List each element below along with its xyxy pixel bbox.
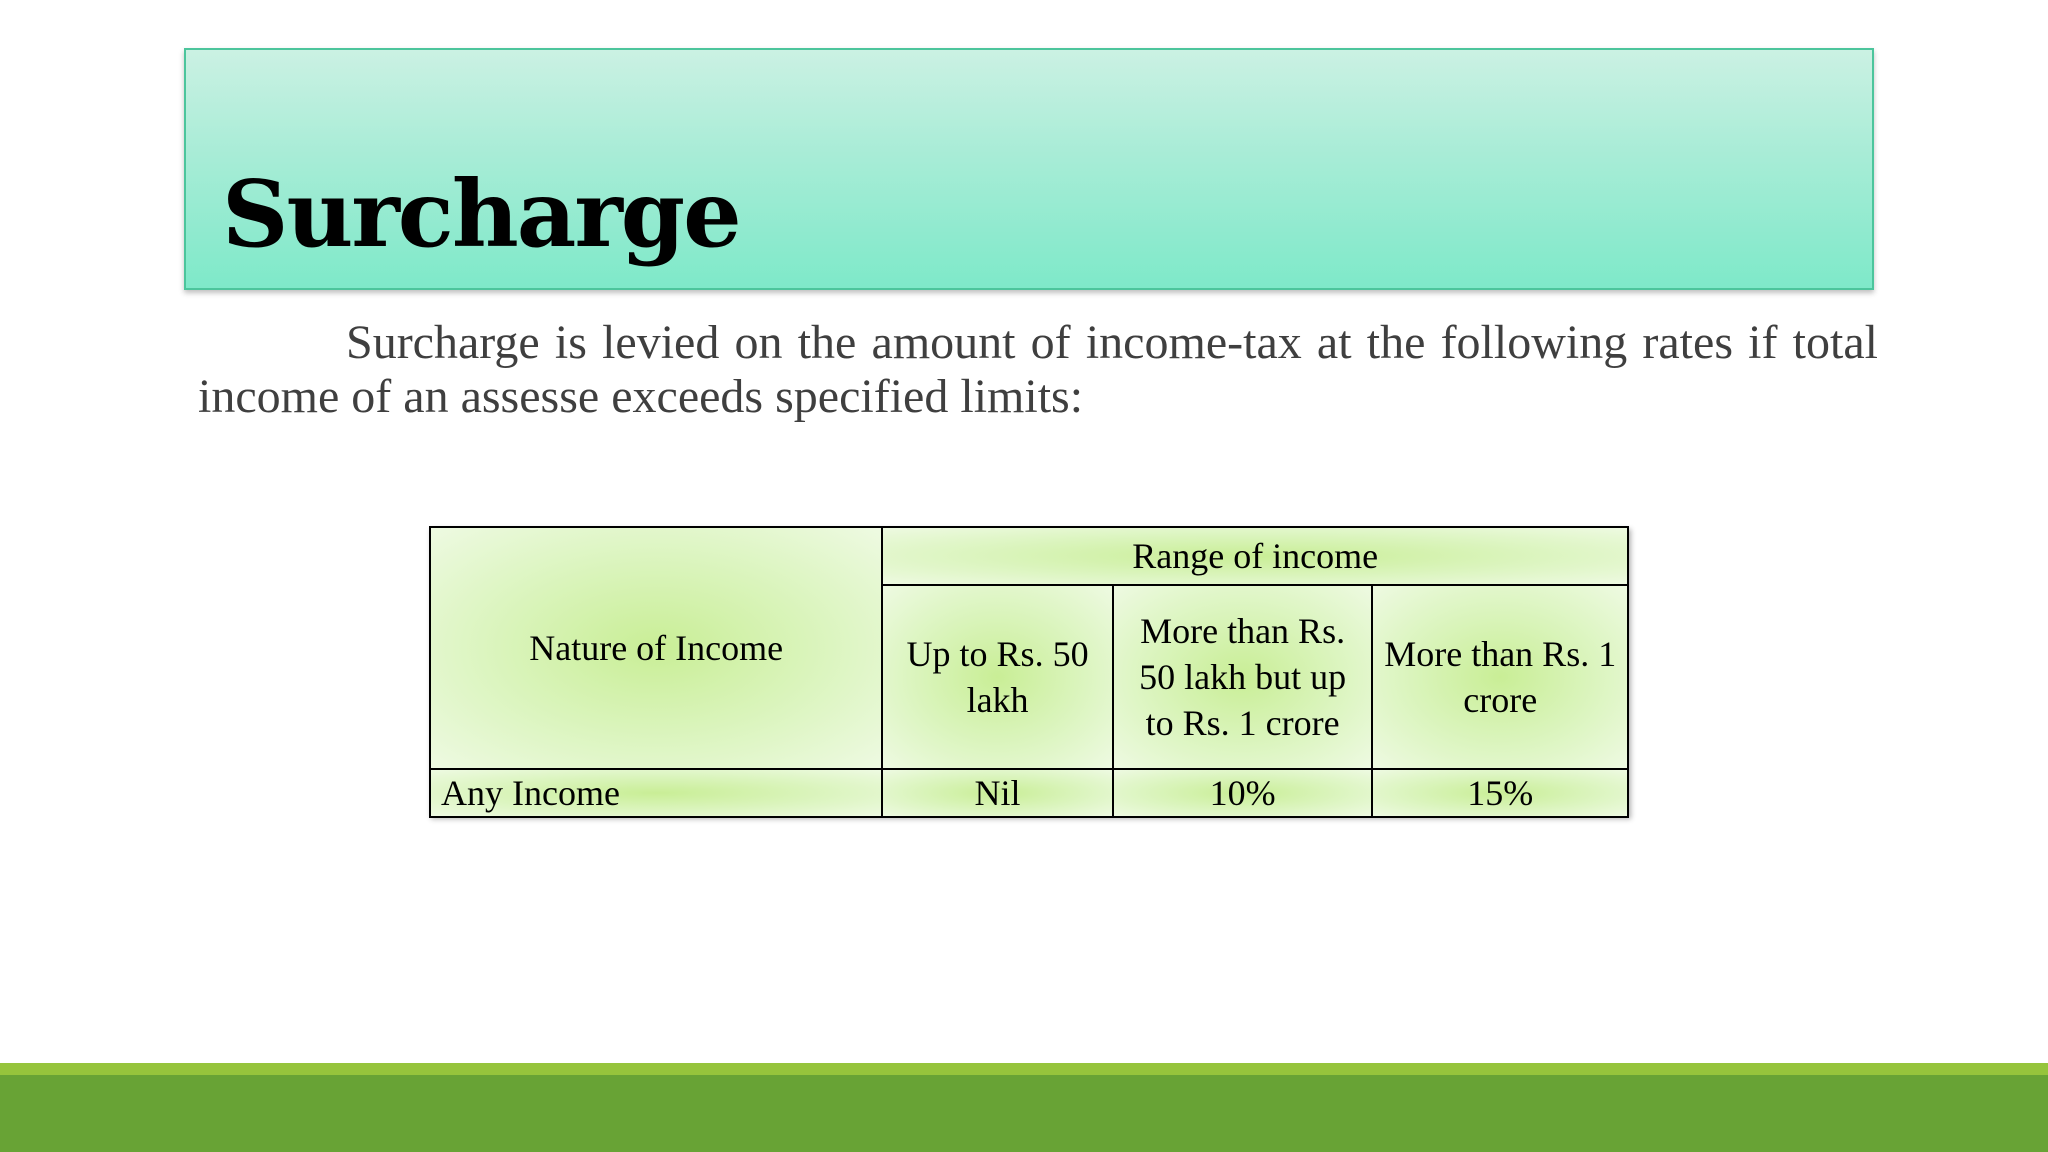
header-range-50-lakh-to-1-crore: More than Rs. 50 lakh but up to Rs. 1 crore: [1113, 585, 1373, 769]
header-range-up-to-50-lakh: Up to Rs. 50 lakh: [882, 585, 1112, 769]
surcharge-table-container: [429, 526, 1629, 816]
surcharge-table: [429, 526, 1629, 818]
cell-nature: Any Income: [430, 769, 882, 817]
intro-paragraph: Surcharge is levied on the amount of income-tax at the following rates if total income of an assesse exceeds specified limits:: [198, 316, 1878, 423]
cell-range-above-1-crore: 15%: [1372, 769, 1628, 817]
table-row: [430, 769, 1628, 817]
cell-range-50-lakh-to-1-crore: 10%: [1113, 769, 1373, 817]
footer-bar: [0, 1075, 2048, 1152]
header-nature-of-income: Nature of Income: [430, 527, 882, 769]
table-header-row-1: [430, 527, 1628, 585]
footer-accent-bar: [0, 1063, 2048, 1075]
cell-range-up-to-50-lakh: Nil: [882, 769, 1112, 817]
header-range-of-income: Range of income: [882, 527, 1628, 585]
header-range-above-1-crore: More than Rs. 1 crore: [1372, 585, 1628, 769]
title-banner: [184, 48, 1874, 290]
slide-title: Surcharge: [222, 160, 740, 268]
